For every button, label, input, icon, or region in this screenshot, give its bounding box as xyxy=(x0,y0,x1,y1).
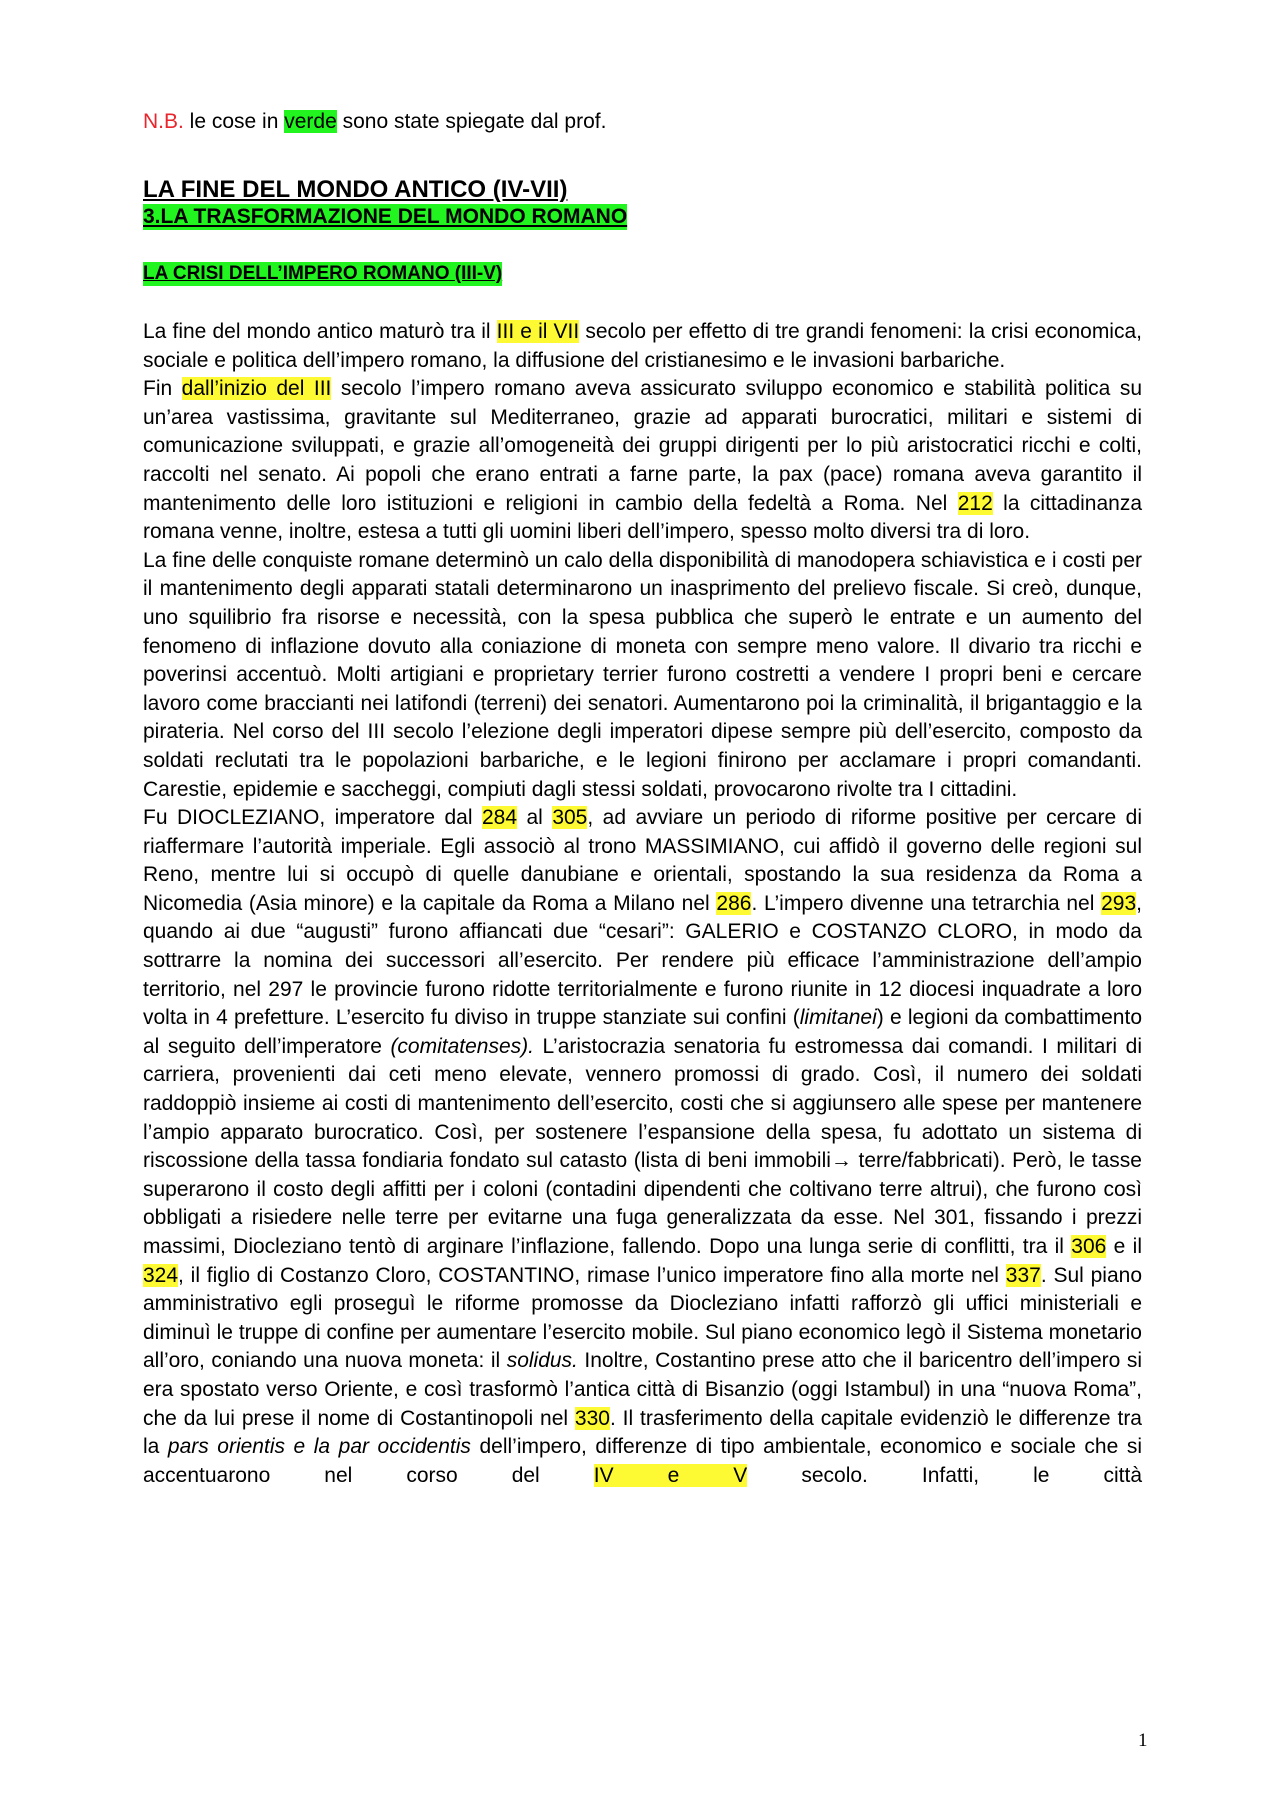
highlight: 324 xyxy=(143,1263,179,1287)
italic-term: pars orientis e la par occidentis xyxy=(167,1435,471,1459)
italic-term: limitanei xyxy=(799,1006,877,1030)
note-line: N.B. le cose in verde sono state spiegate dal prof. xyxy=(143,110,607,133)
paragraph-4: Fu DIOCLEZIANO, imperatore dal 284 al 305, ad avviare un periodo di riforme positive per cercare di riaffermare l’autorità imperiale. Egli associò al trono MASSIMIANO, cui affidò il governo delle regioni sul Reno, mentre lui si occupò di quelle danubiane e orientali, spostando la sua residenza da Roma a Nicomedia (Asia minore) e la capitale da Roma a Milano nel 286. L’impero divenne una tetrarchia nel 293, quando ai due “augusti” furono affiancati due “cesari”: GALERIO e COSTANZO CLORO, in modo da sottrarre la nomina dei successori all’esercito. Per rendere più efficace l’amministrazione dell’ampio territorio, nel 297 le provincie furono ridotte territorialmente e furono riunite in 12 diocesi inquadrate a loro volta in 4 prefetture. L’esercito fu diviso in truppe stanziate sui confini (limitanei) e legioni da combattimento al seguito dell’imperatore (comitatenses). L’aristocrazia senatoria fu estromessa dai comandi. I militari di carriera, provenienti dai ceti meno elevate, vennero promossi di grado. Così, il numero dei soldati raddoppiò insieme ai costi di mantenimento dell’esercito, costi che si aggiunsero alle spese per mantenere l’ampio apparato burocratico. Così, per sostenere l’espansione della spesa, fu adottato un sistema di riscossione della tassa fondiaria fondato sul catasto (lista di beni immobili→ terre/fabbricati). Però, le tasse superarono il costo degli affitti per i coloni (contadini dipendenti che coltivano terre altrui), che furono così obbligati a risiedere nelle terre per evitarne una fuga generalizzata da esse. Nel 301, fissando i prezzi massimi, Diocleziano tentò di arginare l’inflazione, fallendo. Dopo una lunga serie di conflitti, tra il 306 e il 324, il figlio di Costanzo Cloro, COSTANTINO, rimase l’unico imperatore fino alla morte nel 337. Sul piano amministrativo egli proseguì le riforme promosse da Diocleziano infatti rafforzò gli uffici ministeriali e diminuì le truppe di confine per aumentare l’esercito mobile. Sul piano economico legò il Sistema monetario all’oro, coniando una nuova moneta: il solidus. Inoltre, Costantino prese atto che il baricentro dell’impero si era spostato verso Oriente, e così trasformò l’antica città di Bisanzio (oggi Istambul) in una “nuova Roma”, che da lui prese il nome di Costantinopoli nel 330. Il trasferimento della capitale evidenziò le differenze tra la pars orientis e la par occidentis dell’impero, differenze di tipo ambientale, economico e sociale che si accentuarono nel corso del IV e V secolo. Infatti, le città xyxy=(143,806,1143,1487)
highlight: III e il VII xyxy=(496,320,580,343)
highlight: 293 xyxy=(1101,891,1137,915)
highlight: 212 xyxy=(957,491,993,515)
highlight: 337 xyxy=(1005,1263,1041,1287)
italic-term: solidus. xyxy=(506,1349,578,1373)
paragraph-1: La fine del mondo antico maturò tra il III e il VII secolo per effetto di tre grandi fenomeni: la crisi economica, sociale e politica dell’impero romano, la diffusione del cristianesimo e le invasioni barbariche. xyxy=(143,320,1142,372)
green-highlight-word: verde xyxy=(284,110,337,133)
highlight: 306 xyxy=(1071,1235,1107,1258)
highlight: 286 xyxy=(716,891,752,915)
page-title: LA FINE DEL MONDO ANTICO (IV-VII) xyxy=(143,176,568,203)
section-heading: LA CRISI DELL’IMPERO ROMANO (III-V) xyxy=(143,263,503,284)
highlight: 330 xyxy=(574,1406,610,1430)
chapter-heading: 3.LA TRASFORMAZIONE DEL MONDO ROMANO xyxy=(143,205,628,228)
page-number: 1 xyxy=(1138,1730,1148,1751)
nb-label: N.B. xyxy=(143,110,184,133)
body-text xyxy=(143,318,1142,1490)
highlight: 305 xyxy=(552,806,588,830)
highlight: dall’inizio del III xyxy=(181,377,332,401)
paragraph-2: Fin dall’inizio del III secolo l’impero romano aveva assicurato sviluppo economico e stabilità politica su un’area vastissima, gravitante sul Mediterraneo, grazie ad apparati burocratici, militari e sistemi di comunicazione sviluppati, e grazie all’omogeneità dei gruppi dirigenti per lo più aristocratici ricchi e colti, raccolti nel senato. Ai popoli che erano entrati a farne parte, la pax (pace) romana aveva garantito il mantenimento delle loro istituzioni e religioni in cambio della fedeltà a Roma. Nel 212 la cittadinanza romana venne, inoltre, estesa a tutti gli uomini liberi dell’impero, spesso molto diversi tra di loro. xyxy=(143,377,1143,544)
paragraph-3: La fine delle conquiste romane determinò un calo della disponibilità di manodopera schiavistica e i costi per il mantenimento degli apparati statali determinarono un inasprimento del prelievo fiscale. Si creò, dunque, uno squilibrio fra risorse e necessità, con la spesa pubblica che superò le entrate e un aumento del fenomeno di inflazione dovuto alla coniazione di moneta con sempre meno valore. Il divario tra ricchi e poverinsi accentuò. Molti artigiani e proprietary terrier furono costretti a vendere I propri beni e cercare lavoro come braccianti nei latifondi (terreni) dei senatori. Aumentarono poi la criminalità, il brigantaggio e la pirateria. Nel corso del III secolo l’elezione degli imperatori dipese sempre più dell’esercito, composto da soldati reclutati tra le popolazioni barbariche, e le legioni finirono per acclamare i propri comandanti. Carestie, epidemie e saccheggi, compiuti dagli stessi soldati, provocarono rivolte tra I cittadini. xyxy=(143,548,1142,801)
highlight: IV e V xyxy=(593,1463,748,1487)
highlight: 284 xyxy=(481,806,518,830)
italic-term: (comitatenses). xyxy=(390,1034,534,1058)
page-content xyxy=(143,108,1142,1490)
